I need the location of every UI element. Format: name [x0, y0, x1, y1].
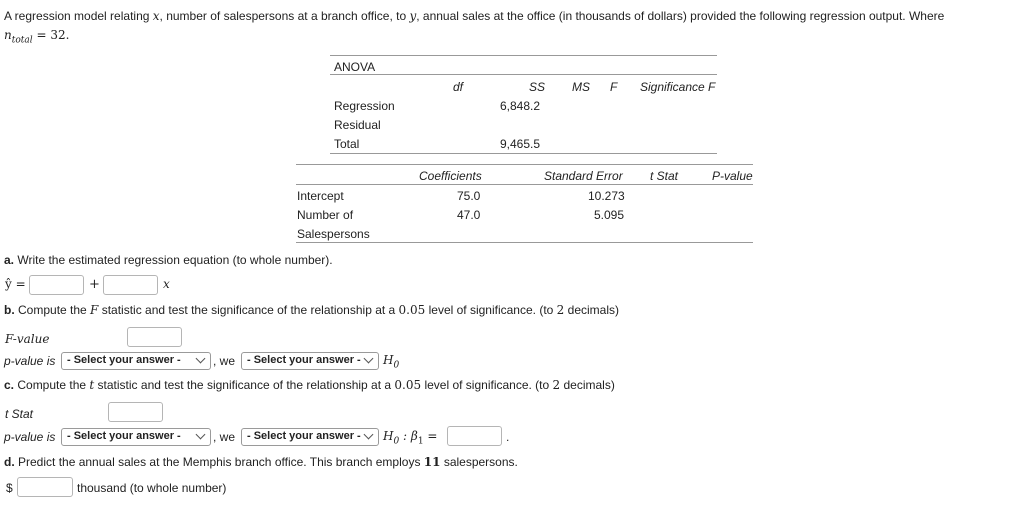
coef-header-coef: Coefficients: [419, 169, 482, 183]
coef-header-rule: [296, 184, 753, 185]
thousand-unit: thousand (to whole number): [77, 481, 227, 495]
chevron-down-icon: [364, 430, 374, 440]
anova-row-label: Regression: [334, 99, 395, 113]
t-stat-label: t Stat: [5, 407, 34, 421]
anova-header-sigf: Significance F: [640, 80, 716, 94]
question-b: b. Compute the F statistic and test the significance of the relationship at a 0.05 level of significance. (to 2 decimals): [4, 303, 619, 317]
coef-row-label-2: Salespersons: [297, 227, 370, 241]
anova-header-ss: SS: [529, 80, 546, 94]
we-text: , we: [213, 430, 236, 444]
p-value-label: p-value is: [4, 354, 56, 368]
h0-beta-label: $H_0$ : $\beta_1$ =: [383, 429, 438, 447]
yhat-label: ŷ =: [5, 277, 26, 291]
slope-input[interactable]: [103, 275, 158, 295]
h0-label: $H_0$: [383, 353, 400, 371]
coef-top-rule: [296, 164, 753, 165]
period: .: [506, 430, 510, 444]
anova-header-ms: MS: [572, 80, 590, 94]
plus-sign: +: [89, 277, 100, 292]
chevron-down-icon: [196, 430, 206, 440]
anova-header-f: F: [610, 80, 618, 94]
beta-value-input[interactable]: [447, 426, 502, 446]
anova-row-label: Residual: [334, 118, 381, 132]
we-text: , we: [213, 354, 236, 368]
question-c: c. Compute the t statistic and test the significance of the relationship at a 0.05 level of significance. (to 2 decimals): [4, 378, 615, 392]
n-total: $n_{total} = 32$.: [4, 28, 70, 46]
coef-row-se: 10.273: [588, 189, 625, 203]
p-value-label: p-value is: [4, 430, 56, 444]
decision-select-c[interactable]: - Select your answer -: [241, 428, 379, 446]
prediction-input[interactable]: [17, 477, 73, 497]
x-variable: x: [163, 277, 170, 291]
anova-title: ANOVA: [334, 60, 376, 74]
question-a: a. Write the estimated regression equation (to whole number).: [4, 253, 333, 267]
anova-row-label: Total: [334, 137, 360, 151]
var-y: y: [409, 9, 417, 23]
anova-row-ss: 6,848.2: [500, 99, 541, 113]
anova-row-ss: 9,465.5: [500, 137, 541, 151]
problem-intro: A regression model relating x, number of salespersons at a branch office, to y, annual sales at the office (in thousands of dollars) provided the following regression output. Where: [4, 9, 945, 23]
coef-row-label: Number of: [297, 208, 354, 222]
chevron-down-icon: [364, 354, 374, 364]
coef-bottom-rule: [296, 242, 753, 243]
coef-row-label: Intercept: [297, 189, 344, 203]
coef-header-se: Standard Error: [544, 169, 623, 183]
t-stat-input[interactable]: [108, 402, 163, 422]
coef-row-coef: 47.0: [457, 208, 481, 222]
chevron-down-icon: [196, 354, 206, 364]
dollar-sign: $: [6, 481, 13, 495]
pvalue-select-b[interactable]: - Select your answer -: [61, 352, 211, 370]
intercept-input[interactable]: [29, 275, 84, 295]
anova-header-df: df: [453, 80, 464, 94]
var-x: x: [152, 9, 160, 23]
f-value-input[interactable]: [127, 327, 182, 347]
f-value-label: F-value: [5, 332, 50, 346]
pvalue-select-c[interactable]: - Select your answer -: [61, 428, 211, 446]
question-d: d. Predict the annual sales at the Memphis branch office. This branch employs 11 salespersons.: [4, 455, 518, 469]
coef-header-t: t Stat: [650, 169, 679, 183]
coef-row-se: 5.095: [594, 208, 625, 222]
anova-bottom-rule: [330, 153, 717, 154]
coef-row-coef: 75.0: [457, 189, 481, 203]
anova-header-rule: [330, 74, 717, 75]
coef-header-p: P-value: [712, 169, 753, 183]
anova-top-rule: [330, 55, 717, 56]
decision-select-b[interactable]: - Select your answer -: [241, 352, 379, 370]
